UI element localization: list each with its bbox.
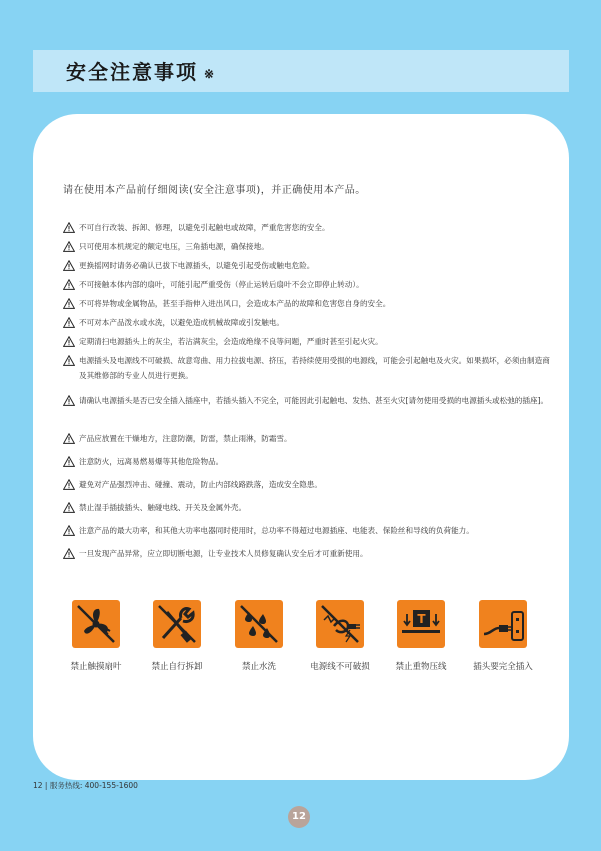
footer-hotline: 12 | 服务热线: 400-155-1600 bbox=[33, 781, 138, 790]
warning-icon bbox=[63, 317, 75, 328]
icon-item: 电源线不可破损 bbox=[300, 600, 380, 672]
safety-item: 不可对本产品泼水或水洗，以避免造成机械故障或引发触电。 bbox=[63, 315, 553, 330]
warning-icon bbox=[63, 548, 75, 559]
water-prohibited-icon bbox=[235, 600, 283, 648]
intro-text: 请在使用本产品前仔细阅读(安全注意事项)，并正确使用本产品。 bbox=[63, 185, 366, 196]
safety-item: 注意产品的最大功率，和其他大功率电器同时使用时，总功率不得超过电源插座、电能表、保险丝和导线的负荷能力。 bbox=[63, 523, 553, 538]
warning-icon bbox=[63, 433, 75, 444]
page-title: 安全注意事项 ※ bbox=[66, 60, 217, 84]
warning-icon bbox=[63, 502, 75, 513]
safety-item: 不可接触本体内部的扇叶，可能引起严重受伤（停止运转后扇叶不会立即停止转动）。 bbox=[63, 277, 553, 292]
warning-icon bbox=[63, 525, 75, 536]
icon-item: 插头要完全插入 bbox=[463, 600, 543, 672]
safety-item: 定期清扫电源插头上的灰尘，若沾满灰尘，会造成绝缘不良等问题，严重时甚至引起火灾。 bbox=[63, 334, 553, 349]
icon-item: 禁止触摸扇叶 bbox=[56, 600, 136, 672]
content-card bbox=[33, 114, 569, 780]
safety-item: 禁止湿手插拔插头、触碰电线、开关及金属外壳。 bbox=[63, 500, 553, 515]
warning-icon bbox=[63, 395, 75, 406]
warning-icons-row bbox=[58, 600, 548, 680]
warning-icon bbox=[63, 456, 75, 467]
safety-item: 只可使用本机规定的额定电压，三角插电源，确保接地。 bbox=[63, 239, 553, 254]
page-number: 12 bbox=[288, 806, 310, 828]
safety-item: 一旦发现产品异常，应立即切断电源，让专业技术人员修复确认安全后才可重新使用。 bbox=[63, 546, 553, 561]
icon-item: 禁止水洗 bbox=[219, 600, 299, 672]
safety-item: 产品应放置在干燥地方，注意防潮，防雷，禁止雨淋，防霜雪。 bbox=[63, 431, 553, 446]
safety-item: 不可自行改装、拆卸、修理，以避免引起触电或故障，严重危害您的安全。 bbox=[63, 220, 553, 235]
safety-item: 注意防火，远离易燃易爆等其他危险物品。 bbox=[63, 454, 553, 469]
plug-insert-icon bbox=[479, 600, 527, 648]
warning-icon bbox=[63, 260, 75, 271]
warning-icon bbox=[63, 355, 75, 366]
weight-on-cord-icon bbox=[397, 600, 445, 648]
safety-item: 不可将异物或金属物品，甚至手指伸入进出风口，会造成本产品的故障和危害您自身的安全。 bbox=[63, 296, 553, 311]
cord-damage-icon bbox=[316, 600, 364, 648]
safety-item: 请确认电源插头是否已安全插入插座中，若插头插入不完全，可能因此引起触电、发热、甚至火灾[请勿使用受损的电源插头或松弛的插座]。 bbox=[63, 393, 553, 408]
warning-icon bbox=[63, 222, 75, 233]
svg-text:T: T bbox=[417, 612, 426, 626]
safety-item: 更换摇网时请务必确认已拔下电源插头，以避免引起受伤或触电危险。 bbox=[63, 258, 553, 273]
tools-prohibited-icon bbox=[153, 600, 201, 648]
warning-icon bbox=[63, 241, 75, 252]
warning-icon bbox=[63, 479, 75, 490]
warning-icon bbox=[63, 336, 75, 347]
fan-prohibited-icon bbox=[72, 600, 120, 648]
icon-item: 禁止自行拆卸 bbox=[137, 600, 217, 672]
warning-icon bbox=[63, 298, 75, 309]
safety-item: 避免对产品强烈冲击、碰撞、震动，防止内部线路跌落，造成安全隐患。 bbox=[63, 477, 553, 492]
icon-item: T 禁止重物压线 bbox=[381, 600, 461, 672]
title-mark: ※ bbox=[204, 66, 217, 81]
warning-icon bbox=[63, 279, 75, 290]
safety-item: 电源插头及电源线不可破损、故意弯曲、用力拉拔电源、挤压，若持续使用受损的电源线，可能会引起触电及火灾。如果损坏，必须由制造商及其维修部的专业人员进行更换。 bbox=[63, 353, 553, 383]
